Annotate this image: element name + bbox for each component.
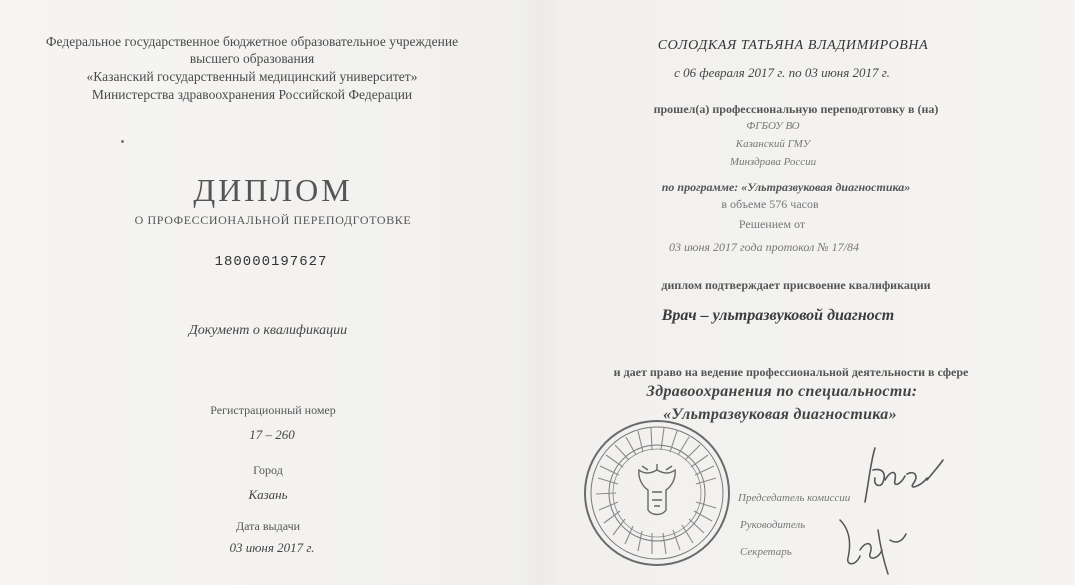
confirms-qualification: диплом подтверждает присвоение квалификации: [661, 278, 931, 292]
volume-line: в объеме 576 часов: [721, 197, 819, 211]
qualification-document-label: Документ о квалификации: [188, 323, 348, 338]
issuer-line-4: Министерства здравоохранения Российской Федерации: [91, 87, 413, 102]
specialty-line-1: Здравоохранения по специальности:: [646, 383, 918, 400]
institution-line-1: ФГБОУ ВО: [746, 120, 800, 132]
program-line: по программе: «Ультразвуковая диагностика»: [661, 180, 911, 194]
decision-value: 03 июня 2017 года протокол № 17/84: [669, 240, 859, 254]
issue-date-value: 03 июня 2017 г.: [229, 540, 315, 555]
commission-chair-label: Председатель комиссии: [738, 492, 851, 504]
reg-number-value: 17 – 260: [249, 427, 295, 442]
issuer-line-3: «Казанский государственный медицинский университет»: [86, 69, 418, 84]
document-subtitle: О ПРОФЕССИОНАЛЬНОЙ ПЕРЕПОДГОТОВКЕ: [134, 213, 412, 227]
city-label: Город: [253, 463, 283, 477]
official-seal: [582, 418, 732, 568]
institution-line-3: Минздрава России: [729, 156, 817, 168]
retraining-statement: прошел(а) профессиональную переподготовку в (на): [653, 102, 939, 116]
rights-statement: и дает право на ведение профессиональной деятельности в сфере: [613, 365, 969, 379]
city-value: Казань: [248, 487, 288, 502]
decision-label: Решением от: [738, 217, 806, 231]
issuer-line-1: Федеральное государственное бюджетное образовательное учреждение: [45, 34, 459, 49]
study-period: с 06 февраля 2017 г. по 03 июня 2017 г.: [674, 65, 890, 80]
secretary-label: Секретарь: [740, 546, 792, 558]
head-label: Руководитель: [740, 519, 806, 531]
qualification-title: Врач – ультразвуковой диагност: [661, 307, 895, 324]
issuer-line-2: высшего образования: [189, 51, 315, 66]
document-title: ДИПЛОМ: [193, 172, 353, 208]
ink-dot: [121, 140, 124, 143]
diploma-number: 180000197627: [214, 254, 328, 270]
signature-head: [830, 500, 920, 580]
specialty-line-2: «Ультразвуковая диагностика»: [663, 406, 897, 423]
institution-line-2: Казанский ГМУ: [735, 138, 811, 150]
issue-date-label: Дата выдачи: [235, 519, 301, 533]
holder-name: СОЛОДКАЯ ТАТЬЯНА ВЛАДИМИРОВНА: [657, 38, 929, 53]
reg-number-label: Регистрационный номер: [210, 403, 336, 417]
